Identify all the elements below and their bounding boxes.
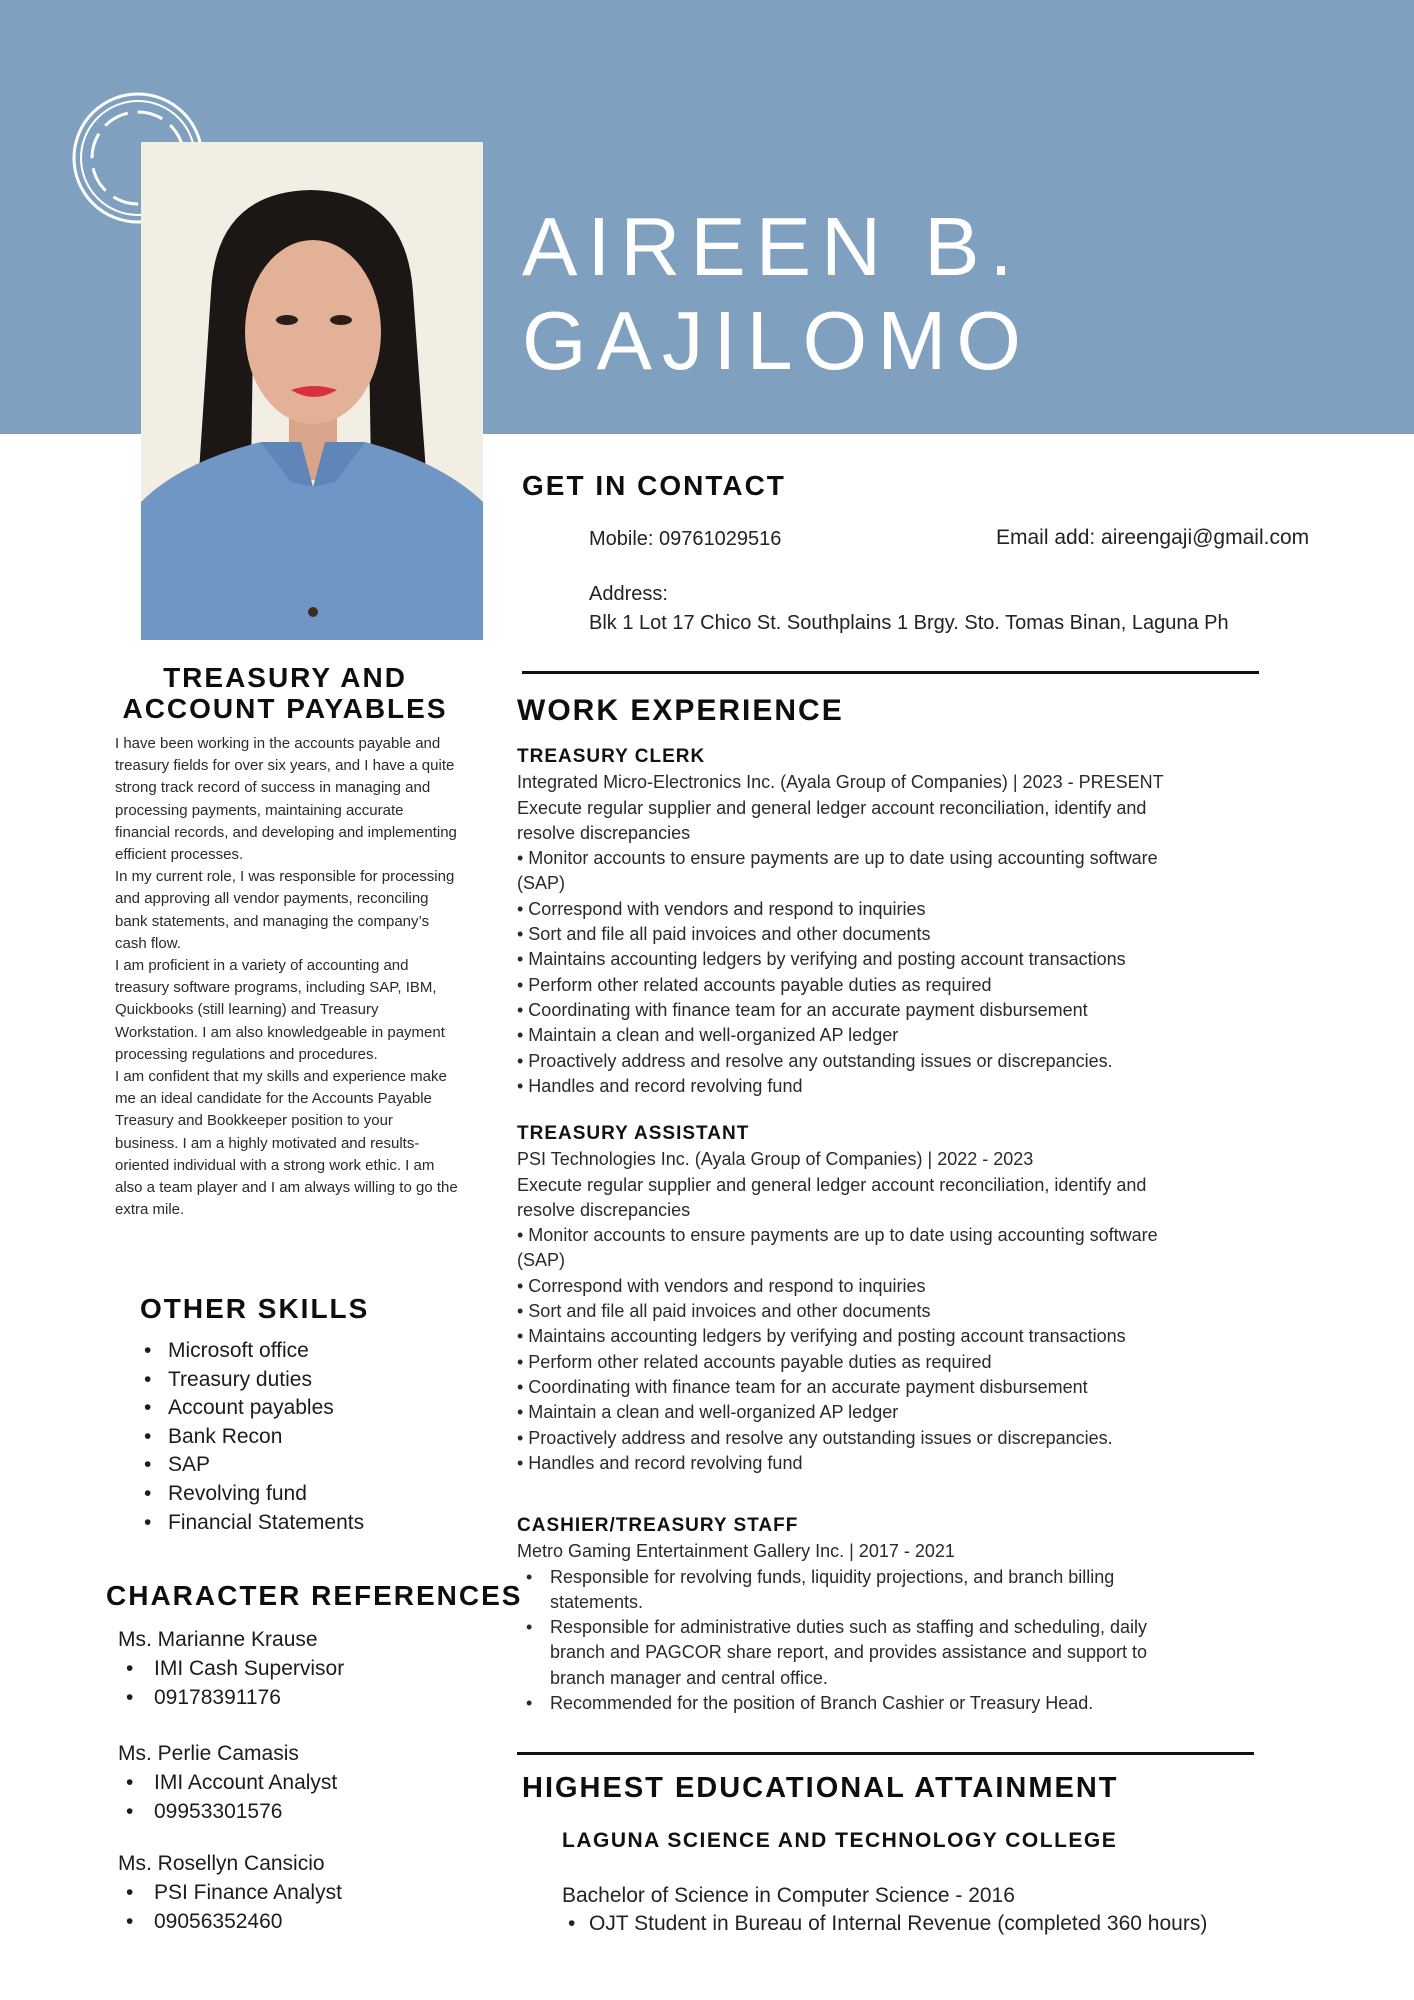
job-duty-line: Execute regular supplier and general ledger account reconciliation, identify and: [517, 1174, 1147, 1195]
skill-item: • SAP: [140, 1451, 364, 1480]
job-entry: [517, 1513, 1157, 1716]
reference-phone: • 09953301576: [118, 1797, 337, 1826]
address-value: Blk 1 Lot 17 Chico St. Southplains 1 Brgy. Sto. Tomas Binan, Laguna Ph: [589, 612, 1229, 634]
candidate-name: [522, 200, 1031, 388]
profile-summary: [115, 733, 460, 1221]
job-duty-line: • Handles and record revolving fund: [517, 1075, 803, 1096]
job-duty-line: • Perform other related accounts payable duties as required: [517, 1351, 992, 1372]
degree: Bachelor of Science in Computer Science - 2016: [562, 1884, 1015, 1907]
contact-section-title: GET IN CONTACT: [522, 470, 786, 501]
job-entry: [517, 744, 1217, 1099]
skills-section-title: OTHER SKILLS: [140, 1293, 370, 1324]
job-company: PSI Technologies Inc. (Ayala Group of Companies) | 2022 - 2023: [517, 1149, 1034, 1170]
mobile-number: Mobile: 09761029516: [589, 528, 782, 550]
profile-title: [100, 662, 470, 724]
job-duty-line: • Correspond with vendors and respond to inquiries: [517, 1275, 926, 1296]
reference-phone: • 09178391176: [118, 1683, 344, 1712]
name-line-1: AIREEN B.: [522, 200, 1023, 293]
skill-item: • Account payables: [140, 1394, 364, 1423]
school-name: LAGUNA SCIENCE AND TECHNOLOGY COLLEGE: [562, 1829, 1118, 1852]
references-section-title: CHARACTER REFERENCES: [106, 1580, 523, 1611]
work-section-title: WORK EXPERIENCE: [517, 694, 844, 727]
job-duty-line: • Maintains accounting ledgers by verifying and posting account transactions: [517, 949, 1126, 970]
job-duty-line: • Correspond with vendors and respond to inquiries: [517, 898, 926, 919]
job-duty-line: • Sort and file all paid invoices and other documents: [517, 1301, 931, 1322]
job-duty-item: • Responsible for revolving funds, liquidity projections, and branch billing statements.: [517, 1565, 1157, 1616]
job-title: TREASURY CLERK: [517, 746, 706, 767]
reference-name: Ms. Marianne Krause: [118, 1628, 318, 1651]
job-duty-item: • Responsible for administrative duties such as staffing and scheduling, daily branch and PAGCOR share report, and provides assistance and support to branch manager and central office.: [517, 1615, 1157, 1691]
job-duty-line: • Sort and file all paid invoices and other documents: [517, 924, 931, 945]
reference-phone: • 09056352460: [118, 1907, 342, 1936]
profile-paragraph: In my current role, I was responsible for processing and approving all vendor payments, reconciling bank statements, and managing the company’s cash flow.: [115, 868, 455, 952]
job-duty-line: • Maintains accounting ledgers by verifying and posting account transactions: [517, 1326, 1126, 1347]
skill-item: • Revolving fund: [140, 1480, 364, 1509]
job-duty-line: • Monitor accounts to ensure payments are up to date using accounting software: [517, 1225, 1158, 1246]
job-company: Integrated Micro-Electronics Inc. (Ayala Group of Companies) | 2023 - PRESENT: [517, 772, 1164, 793]
job-duty-line: • Coordinating with finance team for an accurate payment disbursement: [517, 1376, 1088, 1397]
job-duties: [517, 796, 1217, 1100]
email-address: Email add: aireengaji@gmail.com: [996, 526, 1310, 549]
education-detail: • OJT Student in Bureau of Internal Revenue (completed 360 hours): [562, 1912, 1207, 1936]
job-duty-line: • Maintain a clean and well-organized AP ledger: [517, 1025, 899, 1046]
job-company: Metro Gaming Entertainment Gallery Inc. | 2017 - 2021: [517, 1541, 955, 1562]
reference-entry: [118, 1739, 337, 1826]
job-duties: [517, 1565, 1157, 1717]
profile-paragraph: I am proficient in a variety of accounting and treasury software programs, including SAP, IBM, Quickbooks (still learning) and Treasury Workstation. I am also knowledgeable in payment processing regulations and procedures.: [115, 957, 445, 1063]
job-duty-line: • Monitor accounts to ensure payments are up to date using accounting software: [517, 848, 1158, 869]
job-duty-line: • Maintain a clean and well-organized AP ledger: [517, 1402, 899, 1423]
skill-item: • Treasury duties: [140, 1366, 364, 1395]
skill-item: • Bank Recon: [140, 1423, 364, 1452]
skills-list: [140, 1337, 364, 1537]
reference-role: • IMI Cash Supervisor: [118, 1654, 344, 1683]
address-label: Address:: [589, 583, 668, 605]
job-duty-line: • Coordinating with finance team for an accurate payment disbursement: [517, 999, 1088, 1020]
profile-paragraph: I am confident that my skills and experience make me an ideal candidate for the Accounts Payable Treasury and Bookkeeper position to your business. I am a highly motivated and results-oriented individual with a strong work ethic. I am also a team player and I am always willing to go the extra mile.: [115, 1068, 458, 1219]
profile-title-line-1: TREASURY AND: [163, 662, 407, 693]
profile-title-line-2: ACCOUNT PAYABLES: [122, 693, 448, 724]
job-duty-line: resolve discrepancies: [517, 1199, 691, 1220]
reference-name: Ms. Perlie Camasis: [118, 1742, 299, 1765]
skill-item: • Financial Statements: [140, 1509, 364, 1538]
job-title: CASHIER/TREASURY STAFF: [517, 1515, 799, 1536]
reference-role: • PSI Finance Analyst: [118, 1878, 342, 1907]
reference-entry: [118, 1849, 342, 1936]
reference-name: Ms. Rosellyn Cansicio: [118, 1852, 325, 1875]
skill-item: • Microsoft office: [140, 1337, 364, 1366]
job-duty-line: • Proactively address and resolve any outstanding issues or discrepancies.: [517, 1427, 1113, 1448]
job-duty-line: • Proactively address and resolve any outstanding issues or discrepancies.: [517, 1050, 1113, 1071]
job-title: TREASURY ASSISTANT: [517, 1123, 750, 1144]
reference-entry: [118, 1625, 344, 1712]
job-duty-line: • Handles and record revolving fund: [517, 1452, 803, 1473]
education-section-title: HIGHEST EDUCATIONAL ATTAINMENT: [522, 1772, 1119, 1804]
job-duty-line: resolve discrepancies: [517, 822, 691, 843]
reference-role: • IMI Account Analyst: [118, 1768, 337, 1797]
job-duty-item: • Recommended for the position of Branch Cashier or Treasury Head.: [517, 1691, 1157, 1716]
job-duty-line: (SAP): [517, 873, 566, 894]
job-entry: [517, 1121, 1217, 1476]
job-duty-line: • Perform other related accounts payable duties as required: [517, 974, 992, 995]
name-line-2: GAJILOMO: [522, 294, 1031, 387]
divider: [522, 671, 1259, 674]
job-duty-line: (SAP): [517, 1250, 566, 1271]
divider: [517, 1752, 1254, 1755]
profile-photo: [141, 142, 483, 640]
job-duties: [517, 1173, 1217, 1477]
portrait-image: [141, 142, 483, 640]
profile-paragraph: I have been working in the accounts payable and treasury fields for over six years, and I have a quite strong track record of success in managing and processing payments, maintaining accurate financial records, and developing and implementing efficient processes.: [115, 735, 457, 864]
job-duty-line: Execute regular supplier and general ledger account reconciliation, identify and: [517, 797, 1147, 818]
